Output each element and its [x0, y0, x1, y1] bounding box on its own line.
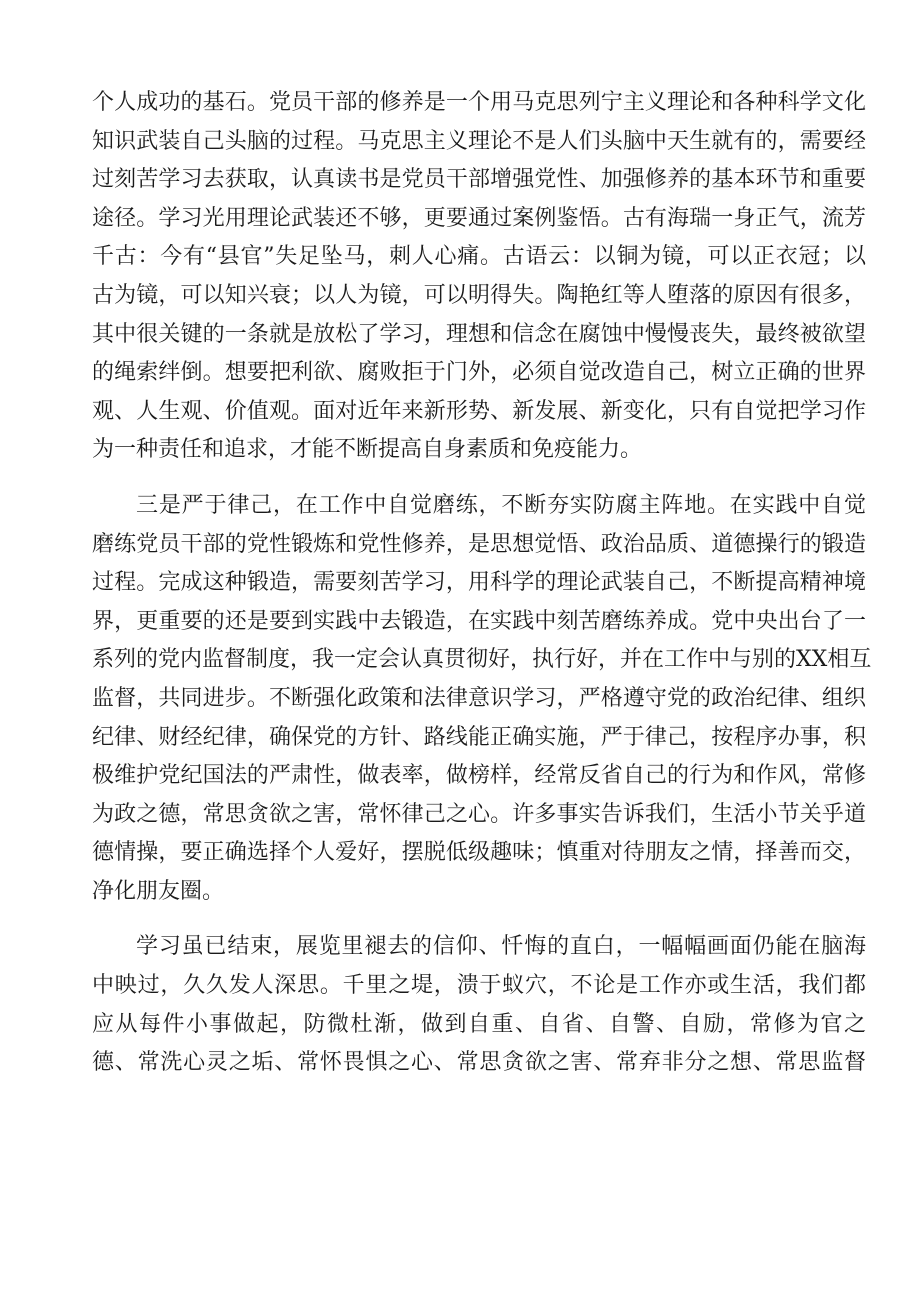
text-line: 的绳索绊倒。想要把利欲、腐败拒于门外，必须自觉改造自己，树立正确的世界 — [92, 360, 866, 386]
text-line: 德、常洗心灵之垢、常怀畏惧之心、常思贪欲之害、常弃非分之想、常思监督 — [92, 1050, 866, 1076]
text-line: 学习虽已结束，展览里褪去的信仰、忏悔的直白，一幅幅画面仍能在脑海 — [136, 934, 866, 960]
text-line: 中映过，久久发人深思。千里之堤，溃于蚁穴，不论是工作亦或生活，我们都 — [92, 973, 866, 999]
text-line: 德情操，要正确选择个人爱好，摆脱低级趣味；慎重对待朋友之情，择善而交， — [92, 840, 866, 866]
text-line: 极维护党纪国法的严肃性，做表率，做榜样，经常反省自己的行为和作风，常修 — [92, 763, 866, 789]
paragraph-1 — [92, 84, 866, 470]
document-body — [92, 84, 872, 1083]
text-line: 为一种责任和追求，才能不断提高自身素质和免疫能力。 — [92, 437, 643, 463]
paragraph-2 — [92, 487, 872, 912]
text-line: 界，更重要的还是要到实践中去锻造，在实践中刻苦磨练养成。党中央出台了一 — [92, 608, 866, 634]
text-line: 个人成功的基石。党员干部的修养是一个用马克思列宁主义理论和各种科学文化 — [92, 90, 866, 115]
text-line: 古为镜，可以知兴衰；以人为镜，可以明得失。陶艳红等人堕落的原因有很多， — [92, 282, 866, 308]
text-line: 千古：今有“县官”失足坠马，刺人心痛。古语云：以铜为镜，可以正衣冠；以 — [92, 244, 866, 270]
text-line: 磨练党员干部的党性锻炼和党性修养，是思想觉悟、政治品质、道德操行的锻造 — [92, 531, 866, 557]
text-line: 应从每件小事做起，防微杜渐，做到自重、自省、自警、自励，常修为官之 — [92, 1011, 866, 1037]
text-line: 其中很关键的一条就是放松了学习，理想和信念在腐蚀中慢慢丧失，最终被欲望 — [92, 321, 866, 347]
text-line: 纪律、财经纪律，确保党的方针、路线能正确实施，严于律己，按程序办事，积 — [92, 724, 866, 750]
paragraph-spacer — [92, 911, 866, 928]
text-line: 知识武装自己头脑的过程。马克思主义理论不是人们头脑中天生就有的，需要经 — [92, 128, 866, 154]
text-line: 为政之德，常思贪欲之害，常怀律己之心。许多事实告诉我们，生活小节关乎道 — [92, 801, 866, 827]
text-line: 过程。完成这种锻造，需要刻苦学习，用科学的理论武装自己，不断提高精神境 — [92, 570, 866, 596]
text-line: 净化朋友圈。 — [92, 878, 225, 904]
paragraph-spacer — [92, 470, 866, 487]
text-line: 途径。学习光用理论武装还不够，更要通过案例鉴悟。古有海瑞一身正气，流芳 — [92, 205, 866, 231]
text-line: 三是严于律己，在工作中自觉磨练，不断夯实防腐主阵地。在实践中自觉 — [136, 492, 866, 518]
text-line: 过刻苦学习去获取，认真读书是党员干部增强党性、加强修养的基本环节和重要 — [92, 167, 866, 193]
text-line: 观、人生观、价值观。面对近年来新形势、新发展、新变化，只有自觉把学习作 — [92, 398, 866, 424]
text-line: 系列的党内监督制度，我一定会认真贯彻好，执行好，并在工作中与别的XX相互 — [92, 647, 872, 673]
paragraph-3 — [92, 928, 866, 1082]
text-line: 监督，共同进步。不断强化政策和法律意识学习，严格遵守党的政治纪律、组织 — [92, 685, 866, 711]
